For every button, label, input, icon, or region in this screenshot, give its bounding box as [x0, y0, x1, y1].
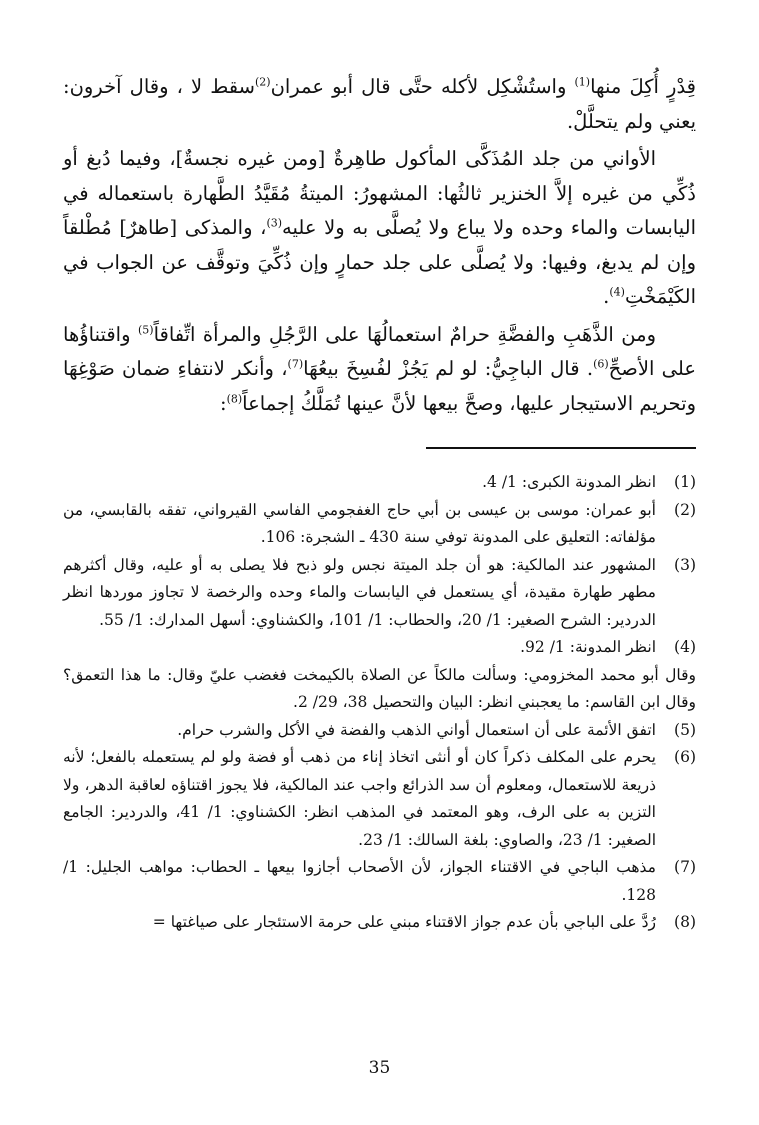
footnote-8 — [63, 909, 696, 937]
paragraph-1 — [63, 70, 696, 139]
footnote-6 — [63, 744, 696, 854]
footnote-text: مذهب الباجي في الاقتناء الجواز، لأن الأصحاب أجازوا بيعها ـ الحطاب: مواهب الجليل: 1/ 128. — [63, 858, 656, 904]
text-run: ومن الذَّهَبِ والفضَّةِ حرامٌ استعمالُهَا على الرَّجُلِ والمرأة اتِّفاقاً — [153, 322, 656, 346]
footnote-ref[interactable]: (8) — [226, 392, 243, 405]
footnote-number: (2) — [674, 500, 696, 519]
text-run: : — [220, 391, 227, 415]
footnote-text: انظر المدونة: 1/ 92. — [520, 638, 656, 656]
text-run: الأواني من جلد المُذَكَّى المأكول طاهِرةٌ [ومن غيره نجسةٌ]، وفيما دُبغ أو ذُكِّي من غيره إلاَّ الخنزير ثالثُها: المشهورُ: الميتةُ مُقَيَّدُ الطَّهارة باستعماله في اليابسات والماء وحده ولا يباع ولا يُصلَّى به ولا عليه — [63, 147, 696, 239]
paragraph-2 — [63, 142, 696, 315]
footnotes — [63, 469, 696, 937]
footnote-text: المشهور عند المالكية: هو أن جلد الميتة نجس ولو ذبح فلا يصلى به أو عليه، وقال أكثرهم مطهر طهارة مقيدة، أي يستعمل في اليابسات والماء وحده والرخصة لا تجاوز موردها انظر الدردير: الشرح الصغير: 1/ 20، والحطاب: 1/ 101، والكشناوي: أسهل المدارك: 1/ 55. — [63, 555, 656, 629]
footnote-number: (3) — [674, 555, 696, 574]
footnote-ref[interactable]: (6) — [593, 357, 609, 371]
footnote-number: (4) — [674, 638, 696, 656]
footnote-4 — [63, 634, 696, 662]
footnote-ref[interactable]: (3) — [266, 216, 283, 230]
footnote-text: اتفق الأئمة على أن استعمال أواني الذهب والفضة في الأكل والشرب حرام. — [177, 720, 656, 739]
text-run: . — [603, 285, 610, 308]
footnote-3 — [63, 552, 696, 635]
main-text — [63, 70, 696, 421]
text-run: سقط لا ، وقال آخرون: يعني ولم يتحلَّلْ. — [63, 75, 696, 133]
footnote-divider — [426, 447, 696, 449]
footnote-text: يحرم على المكلف ذكراً كان أو أنثى اتخاذ إناء من ذهب أو فضة ولو لم يستعمله بالفعل؛ لأنه ذريعة للاستعمال، ومعلوم أن سد الذرائع واجب عند المالكية، فلا يجوز اقتناؤه لعاقبة الدهر، ولا التزين به على الرف، وهو المعتمد في المذهب انظر: الكشناوي: 1/ 41، والدردير: الجامع الصغير: 1/ 23، والصاوي: بلغة السالك: 1/ 23. — [63, 748, 656, 849]
footnote-text: انظر المدونة الكبرى: 1/ 4. — [482, 473, 656, 491]
text-run: واقتناؤُها على الأصحِّ — [63, 322, 696, 380]
footnote-2 — [63, 497, 696, 552]
footnote-4-continuation: وقال أبو محمد المخزومي: وسألت مالكاً عن الصلاة بالكيمخت فغضب عليّ وقال: ما هذا التعمق؟ وقال ابن القاسم: ما يعجبني انظر: البيان والتحصيل 38، 29/ 2. — [63, 665, 696, 711]
footnote-5 — [63, 717, 696, 745]
text-run: . قال الباجِيُّ: لو لم يَجُزْ لفُسِخَ بيعُهَا — [303, 357, 594, 380]
page-number: 35 — [368, 1058, 391, 1078]
footnote-number: (6) — [674, 748, 696, 766]
paragraph-3 — [63, 318, 696, 422]
footnote-number: (7) — [674, 858, 696, 876]
text-run: واستُشْكِل لأكله حتَّى قال أبو عمران — [270, 75, 575, 98]
footnote-1 — [63, 469, 696, 497]
text-run: ، والمذكى [طاهرٌ] مُطْلقاً وإن لم يدبغ، وفيها: ولا يُصلَّى على جلد حمارٍ وإن ذُكِّيَ وتوقَّف عن الجواب في الكَيْمَخْتِ — [63, 216, 696, 308]
footnote-divider-wrap — [63, 421, 696, 469]
footnote-ref[interactable]: (2) — [254, 75, 271, 89]
text-run: ، وأنكر لانتفاءِ ضمان صَوْغِهَا وتحريم الاستيجار عليها، وصحَّ بيعها لأنَّ عينها تُمَلَّكُ إجماعاً — [63, 357, 696, 415]
footnote-number: (5) — [674, 720, 696, 739]
footnote-number: (1) — [674, 473, 696, 491]
footnote-ref[interactable]: (4) — [609, 285, 625, 299]
footnote-number: (8) — [674, 913, 696, 931]
footnote-text: رُدَّ على الباجي بأن عدم جواز الاقتناء مبني على حرمة الاستئجار على صياغتها = — [152, 913, 656, 931]
footnote-7 — [63, 854, 696, 909]
footnote-ref[interactable]: (7) — [287, 357, 304, 371]
footnote-ref[interactable]: (1) — [574, 75, 591, 89]
footnote-text: أبو عمران: موسى بن عيسى بن أبي حاج الغفجومي الفاسي القيرواني، تفقه بالقابسي، من مؤلفاته: التعليق على المدونة توفي سنة 430 ـ الشجرة: 106. — [63, 500, 656, 546]
text-run: قِدْرٍ أُكِلَ منها — [590, 75, 696, 98]
footnote-ref[interactable]: (5) — [137, 323, 154, 336]
book-page — [63, 70, 696, 937]
